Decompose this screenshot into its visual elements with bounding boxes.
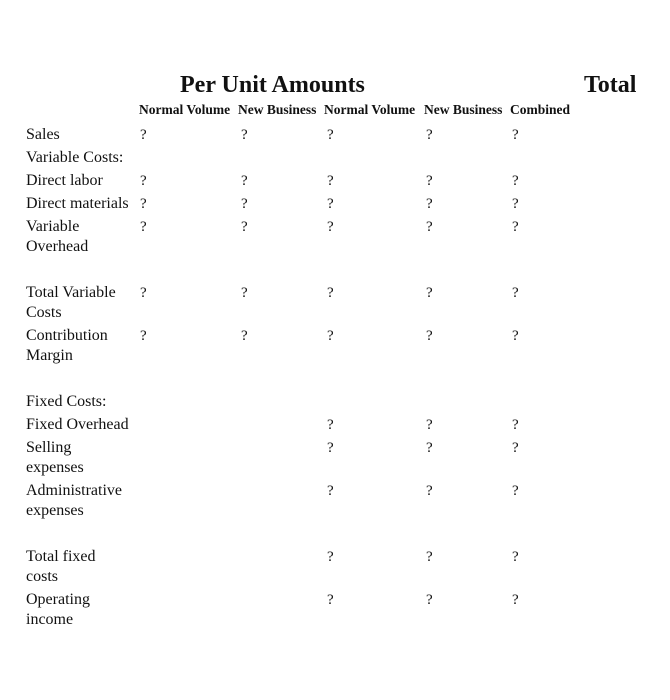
value-cell: ? — [426, 483, 433, 499]
table-row — [26, 125, 646, 145]
spacer-row — [26, 260, 646, 280]
value-cell: ? — [426, 328, 433, 344]
value-cell: ? — [426, 417, 433, 433]
value-cell: ? — [327, 592, 334, 608]
table-row — [26, 217, 646, 257]
table-row — [26, 438, 646, 478]
row-label: Direct labor — [26, 172, 103, 189]
row-label: Fixed Costs: — [26, 393, 107, 410]
column-header-new-business-total: New Business — [424, 102, 503, 117]
value-cell: ? — [140, 219, 147, 235]
row-label: Total fixed costs — [26, 548, 96, 585]
value-cell: ? — [426, 219, 433, 235]
column-header-normal-volume-unit: Normal Volume — [139, 102, 231, 117]
value-cell: ? — [512, 285, 519, 301]
row-label: Administrative expenses — [26, 482, 122, 519]
column-header-combined: Combined — [510, 102, 571, 117]
value-cell: ? — [426, 440, 433, 456]
value-cell: ? — [140, 328, 147, 344]
row-label: Variable Costs: — [26, 149, 124, 166]
row-label: Direct materials — [26, 195, 129, 212]
value-cell: ? — [426, 196, 433, 212]
value-cell: ? — [426, 592, 433, 608]
value-cell: ? — [327, 440, 334, 456]
value-cell: ? — [140, 196, 147, 212]
table-row — [26, 590, 646, 630]
row-label: Sales — [26, 126, 60, 143]
table-row — [26, 194, 646, 214]
column-header-normal-volume-total: Normal Volume — [324, 102, 416, 117]
value-cell: ? — [512, 173, 519, 189]
spacer-row — [26, 524, 646, 544]
value-cell: ? — [512, 127, 519, 143]
value-cell: ? — [512, 592, 519, 608]
row-label: Fixed Overhead — [26, 416, 129, 433]
row-label: Variable Overhead — [26, 218, 89, 255]
value-cell: ? — [140, 127, 147, 143]
value-cell: ? — [327, 196, 334, 212]
income-statement-table — [26, 125, 646, 633]
value-cell: ? — [327, 127, 334, 143]
value-cell: ? — [327, 173, 334, 189]
value-cell: ? — [241, 196, 248, 212]
value-cell: ? — [327, 549, 334, 565]
value-cell: ? — [241, 127, 248, 143]
table-row — [26, 481, 646, 521]
value-cell: ? — [140, 173, 147, 189]
table-row — [26, 148, 646, 168]
value-cell: ? — [241, 219, 248, 235]
spacer-row — [26, 369, 646, 389]
value-cell: ? — [327, 328, 334, 344]
value-cell: ? — [426, 549, 433, 565]
value-cell: ? — [512, 483, 519, 499]
value-cell: ? — [512, 196, 519, 212]
row-label: Contribution Margin — [26, 327, 108, 364]
row-label: Selling expenses — [26, 439, 84, 476]
row-label: Operating income — [26, 591, 90, 628]
value-cell: ? — [426, 285, 433, 301]
value-cell: ? — [512, 549, 519, 565]
table-row — [26, 392, 646, 412]
column-header-new-business-unit: New Business — [238, 102, 317, 117]
value-cell: ? — [327, 285, 334, 301]
table-row — [26, 547, 646, 587]
value-cell: ? — [512, 440, 519, 456]
table-row — [26, 326, 646, 366]
value-cell: ? — [140, 285, 147, 301]
value-cell: ? — [241, 173, 248, 189]
value-cell: ? — [327, 483, 334, 499]
value-cell: ? — [512, 219, 519, 235]
value-cell: ? — [241, 285, 248, 301]
value-cell: ? — [327, 417, 334, 433]
total-heading: Total — [584, 72, 637, 98]
table-row — [26, 171, 646, 191]
per-unit-amounts-heading: Per Unit Amounts — [180, 72, 365, 98]
value-cell: ? — [512, 328, 519, 344]
table-row — [26, 415, 646, 435]
value-cell: ? — [426, 127, 433, 143]
value-cell: ? — [241, 328, 248, 344]
value-cell: ? — [426, 173, 433, 189]
table-row — [26, 283, 646, 323]
row-label: Total Variable Costs — [26, 284, 116, 321]
value-cell: ? — [327, 219, 334, 235]
value-cell: ? — [512, 417, 519, 433]
